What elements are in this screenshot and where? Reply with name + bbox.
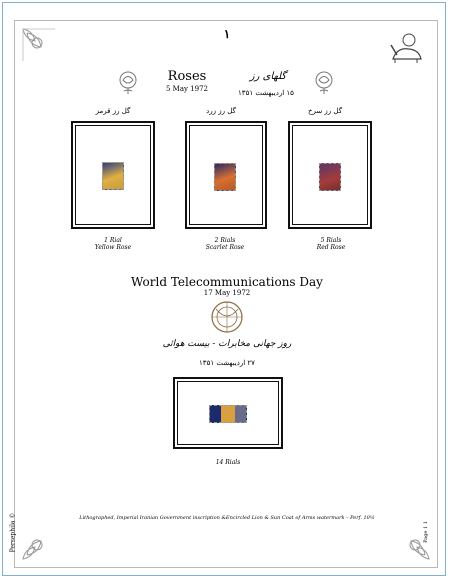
section1-date-fa: ۱۵ اردیبهشت ۱۳۵۱ <box>238 89 294 97</box>
section2-title-en: World Telecommunications Day <box>131 275 323 289</box>
stamp3-label-fa: گل رز سرخ <box>307 107 343 115</box>
rose-drawing-left-icon <box>115 69 141 95</box>
stamp2-name: Scarlet Rose <box>205 244 245 251</box>
section2-date-fa: ۲۷ اردیبهشت ۱۳۵۱ <box>199 359 255 367</box>
stamp3-value: 5 Rials <box>320 237 342 244</box>
stamp-mount-3 <box>288 121 372 229</box>
stamp-image-1 <box>102 162 124 190</box>
side-copyright: Persephila © <box>9 512 17 553</box>
section1-date-en: 5 May 1972 <box>165 85 208 93</box>
album-page <box>9 20 438 568</box>
rose-drawing-right-icon <box>311 69 337 95</box>
stamp-image-4 <box>209 405 247 423</box>
stamp1-value: 1 Rial <box>104 237 122 244</box>
side-page-label: Page 1 1 <box>422 521 429 543</box>
stamp4-value: 14 Rials <box>215 459 241 466</box>
corner-ornament-bottom-left-icon <box>21 525 57 561</box>
section2-title-fa: روز جهانی مخابرات - بیست هوائی <box>162 339 292 349</box>
section1-title-en: Roses <box>167 69 207 84</box>
stamp-image-3 <box>319 163 341 191</box>
stamp-mount-2 <box>185 121 267 229</box>
section1-title-fa: گلهای رز <box>249 71 287 82</box>
stamp1-label-fa: گل رز قرمز <box>95 107 131 115</box>
section2-date-en: 17 May 1972 <box>203 289 251 297</box>
stamp2-label-fa: گل رز زرد <box>206 107 236 115</box>
stamp2-value: 2 Rials <box>214 237 236 244</box>
stamp3-name: Red Rose <box>316 244 346 251</box>
stamp-mount-1 <box>71 121 155 229</box>
stamp-mount-4 <box>173 377 283 449</box>
stamp-image-2 <box>214 163 236 191</box>
corner-ornament-top-left-icon <box>21 27 57 63</box>
footer-text: Lithographed, Imperial Iranian Government inscription &Encircled Lion & Sun Coat of Arms watermark – Perf. 10½ <box>79 515 375 521</box>
itu-emblem-icon <box>207 299 247 335</box>
stamp1-name: Yellow Rose <box>94 244 132 251</box>
page-number: ۱ <box>223 27 231 41</box>
lion-sun-emblem-icon <box>387 31 427 65</box>
